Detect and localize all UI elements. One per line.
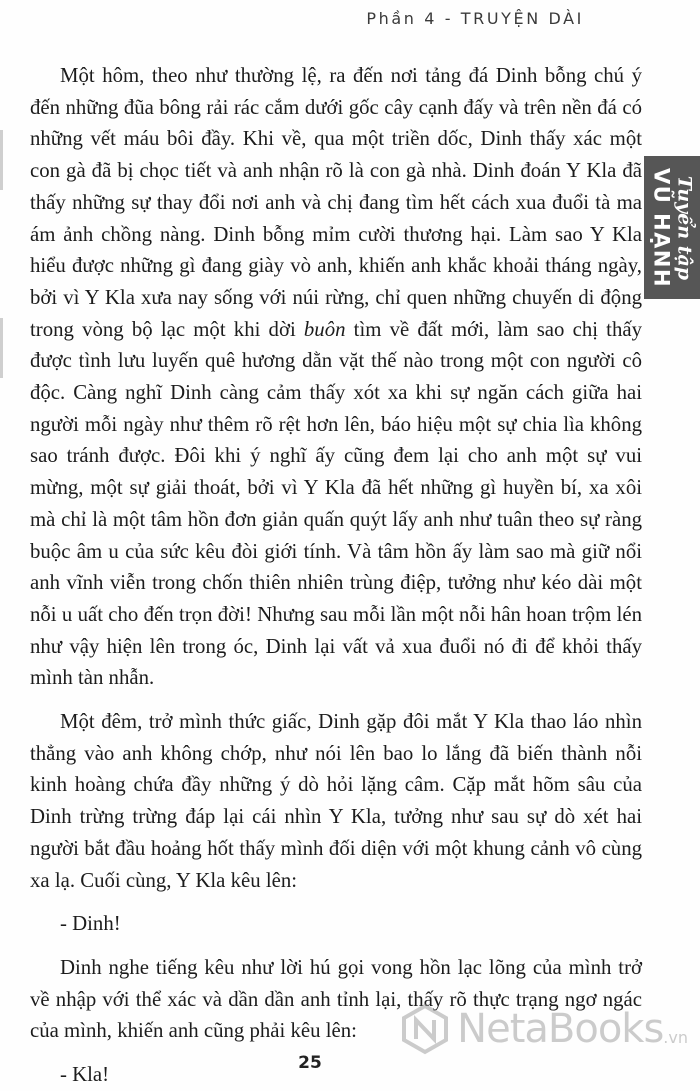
series-label: Tuyển tập (673, 175, 696, 280)
text-body (30, 60, 642, 1091)
page-number: 25 (298, 1053, 322, 1073)
dialogue-line: - Kla! (60, 1063, 110, 1087)
italic-word: buôn (303, 317, 346, 341)
paragraph: Dinh nghe tiếng kêu như lời hú gọi vong hồn lạc lõng của mình trở về nhập với thể xác và dần dần anh tỉnh lại, thấy rõ thực trạng ngơ ngác của mình, khiến anh cũng phải kêu lên: (30, 955, 642, 1043)
side-tab (644, 156, 700, 299)
watermark-brand: NetaBooks (457, 1006, 664, 1052)
netabooks-logo-icon (399, 1003, 451, 1055)
watermark (399, 1003, 688, 1055)
page-edge-mark (0, 318, 3, 378)
author-label: VŨ HẠNH (649, 167, 674, 288)
running-header: Phần 4 - TRUYỆN DÀI (366, 9, 584, 28)
paragraph: Một hôm, theo như thường lệ, ra đến nơi tảng đá Dinh bỗng chú ý đến những đũa bông rải rác cắm dưới gốc cây cạnh đấy và trên nền đá có những vết máu bôi đầy. Khi về, qua một triền dốc, Dinh thấy xác một con gà đã bị chọc tiết và anh nhận rõ là con gà nhà. Dinh đoán Y Kla đã thấy những sự thay đổi nơi anh và chị đang tìm hết cách xua đuổi tà ma ám ảnh chồng nàng. Dinh bỗng mỉm cười thương hại. Làm sao Y Kla hiểu được những gì đang giày vò anh, khiến anh khắc khoải tháng ngày, bởi vì Y Kla xưa nay sống với núi rừng, chỉ quen những chuyến di động trong vòng bộ lạc một khi dời buôn tìm về đất mới, làm sao chị thấy được tình lưu luyến quê hương dằn vặt thế nào trong một con người cô độc. Càng nghĩ Dinh càng cảm thấy xót xa khi sự ngăn cách giữa hai người mỗi ngày như thêm rõ rệt hơn lên, báo hiệu một sự chia lìa không sao tránh được. Đôi khi ý nghĩ ấy cũng đem lại cho anh một sự vui mừng, một sự giải thoát, bởi vì Y Kla đã hết những gì huyền bí, xa xôi mà chỉ là một tâm hồn đơn giản quấn quýt lấy anh như tuân theo sự ràng buộc âm u của sức kêu đòi giới tính. Và tâm hồn ấy làm sao mà giữ nổi anh vĩnh viễn trong chốn thiên nhiên trùng điệp, tưởng như kéo dài một nỗi u uất cho đến trọn đời! Nhưng sau mỗi lần một nỗi hân hoan trộm lén như vậy hiện lên trong óc, Dinh lại vất vả xua đuổi nó đi để khỏi thấy mình tàn nhẫn. (30, 64, 642, 690)
dialogue-line: - Dinh! (60, 912, 121, 936)
paragraph: Một đêm, trở mình thức giấc, Dinh gặp đôi mắt Y Kla thao láo nhìn thẳng vào anh không chớp, như nói lên bao lo lắng đã biến thành nỗi kinh hoàng chứa đầy những ý dò hỏi lặng câm. Cặp mắt hõm sâu của Dinh trừng trừng đáp lại cái nhìn Y Kla, tưởng như sau sự dò xét hai người bắt đầu hoảng hốt thấy mình đối diện với một khung cảnh vô cùng xa lạ. Cuối cùng, Y Kla kêu lên: (30, 710, 642, 892)
page-edge-mark (0, 130, 3, 190)
watermark-suffix: .vn (663, 1028, 688, 1047)
